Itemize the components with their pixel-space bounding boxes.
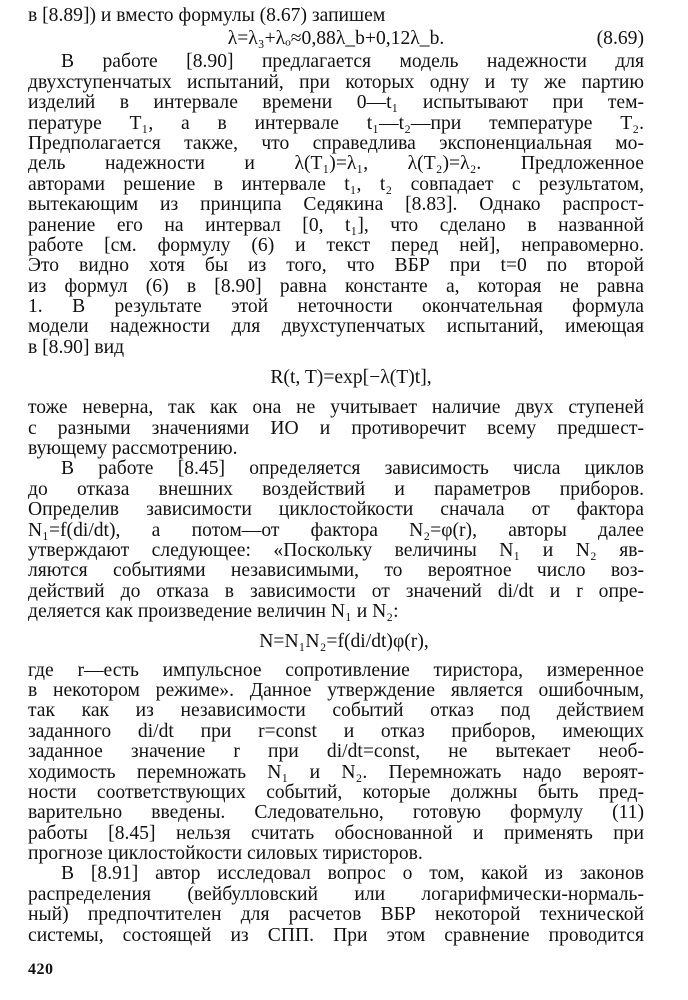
text-line: пературе T₁, а в интервале t₁—t₂—при температуре T₂. xyxy=(28,113,644,134)
paragraph-distribution xyxy=(28,864,644,946)
text-line: дель надежности и λ(T₁)=λ₁, λ(T₂)=λ₂. Предложенное xyxy=(28,154,644,175)
text-line: где r—есть импульсное сопротивление тиристора, измеренное xyxy=(28,660,644,681)
text-line: распределения (вейбулловский или логарифмически-нормаль- xyxy=(28,884,644,905)
text-line: с разными значениями ИО и противоречит всему предшест- xyxy=(28,418,644,439)
paragraph-two-stage-model xyxy=(28,52,644,358)
text-block-intro xyxy=(28,6,644,26)
text-line: деляется как произведение величин N₁ и N₂: xyxy=(28,602,399,623)
paragraph-cycle-dependence xyxy=(28,459,644,622)
text-line: двухступенчатых испытаний, при которых одну и ту же партию xyxy=(28,72,644,93)
paragraph-continuation xyxy=(28,398,644,459)
text-line: работы [8.45] нельзя считать обоснованной и применять при xyxy=(28,823,644,844)
equation-number: (8.69) xyxy=(596,28,644,50)
text-line: Предполагается также, что справедлива экспоненциальная мо- xyxy=(28,133,644,154)
text-line: заданное значение r при di/dt=const, не вытекает необ- xyxy=(28,742,644,763)
text-line: в [8.89]) и вместо формулы (8.67) запишем xyxy=(28,6,386,26)
text-line: авторами решение в интервале t₁, t₂ совпадает с результатом, xyxy=(28,174,644,195)
paragraph-critique xyxy=(28,661,644,865)
formula-reliability xyxy=(28,358,644,398)
text-line: ходимость перемножать N₁ и N₂. Перемножать надо вероят- xyxy=(28,762,644,783)
formula-cycles-expression: N=N₁N₂=f(di/dt)φ(r), xyxy=(259,630,429,652)
text-line: прогнозе циклостойкости силовых тиристоров. xyxy=(28,844,423,865)
text-line: в некотором режиме». Данное утверждение является ошибочным, xyxy=(28,680,644,701)
text-line: В работе [8.45] определяется зависимость числа циклов xyxy=(61,459,644,480)
text-line: ный) предпочтителен для расчетов ВБР некоторой технической xyxy=(28,905,644,926)
text-line: в [8.90] вид xyxy=(28,337,125,358)
text-line: действий до отказа в зависимости от значений di/dt и r опре- xyxy=(28,581,644,602)
text-line: Определив зависимости циклостойкости сначала от фактора xyxy=(28,500,644,521)
text-line: работе [см. формулу (6) и текст перед ней], неправомерно. xyxy=(28,235,644,256)
text-line: до отказа внешних воздействий и параметров приборов. xyxy=(28,479,644,500)
text-line: вытекающим из принципа Седякина [8.83]. Однако распрост- xyxy=(28,195,644,216)
text-line: системы, состоящей из СПП. При этом сравнение проводится xyxy=(28,925,644,946)
text-line: N₁=f(di/dt), а потом—от фактора N₂=φ(r), авторы далее xyxy=(28,520,644,541)
text-line: Это видно хотя бы из того, что ВБР при t=0 по второй xyxy=(28,256,644,277)
text-line: изделий в интервале времени 0—t₁ испытывают при тем- xyxy=(28,93,644,114)
text-line: тоже неверна, так как она не учитывает наличие двух ступеней xyxy=(28,398,644,419)
text-line: варительно введены. Следовательно, готовую формулу (11) xyxy=(28,803,644,824)
formula-reliability-expression: R(t, T)=exp[−λ(T)t], xyxy=(270,367,432,389)
text-line: В работе [8.90] предлагается модель надежности для xyxy=(61,52,644,73)
formula-8-69 xyxy=(28,26,644,52)
text-line: вующему рассмотрению. xyxy=(28,439,238,460)
text-line: утверждают следующее: «Поскольку величины N₁ и N₂ яв- xyxy=(28,540,644,561)
text-line: заданного di/dt при r=const и отказ приборов, имеющих xyxy=(28,721,644,742)
text-line: 1. В результате этой неточности окончательная формула xyxy=(28,297,644,318)
text-line: ляются событиями независимыми, то вероятное число воз- xyxy=(28,561,644,582)
text-line: так как из независимости событий отказ под действием xyxy=(28,701,644,722)
text-line: В [8.91] автор исследовал вопрос о том, какой из законов xyxy=(61,864,644,885)
text-line: ранение его на интервал [0, t₁], что сделано в названной xyxy=(28,215,644,236)
page-number: 420 xyxy=(28,961,54,978)
text-line: ности соответствующих событий, которые должны быть пред- xyxy=(28,782,644,803)
formula-8-69-expression: λ=λ₃+λₒ≈0,88λ_b+0,12λ_b. xyxy=(227,28,445,50)
text-line: модели надежности для двухступенчатых испытаний, имеющая xyxy=(28,317,644,338)
formula-cycles xyxy=(28,623,644,661)
text-line: из формул (6) в [8.90] равна константе a, которая не равна xyxy=(28,276,644,297)
